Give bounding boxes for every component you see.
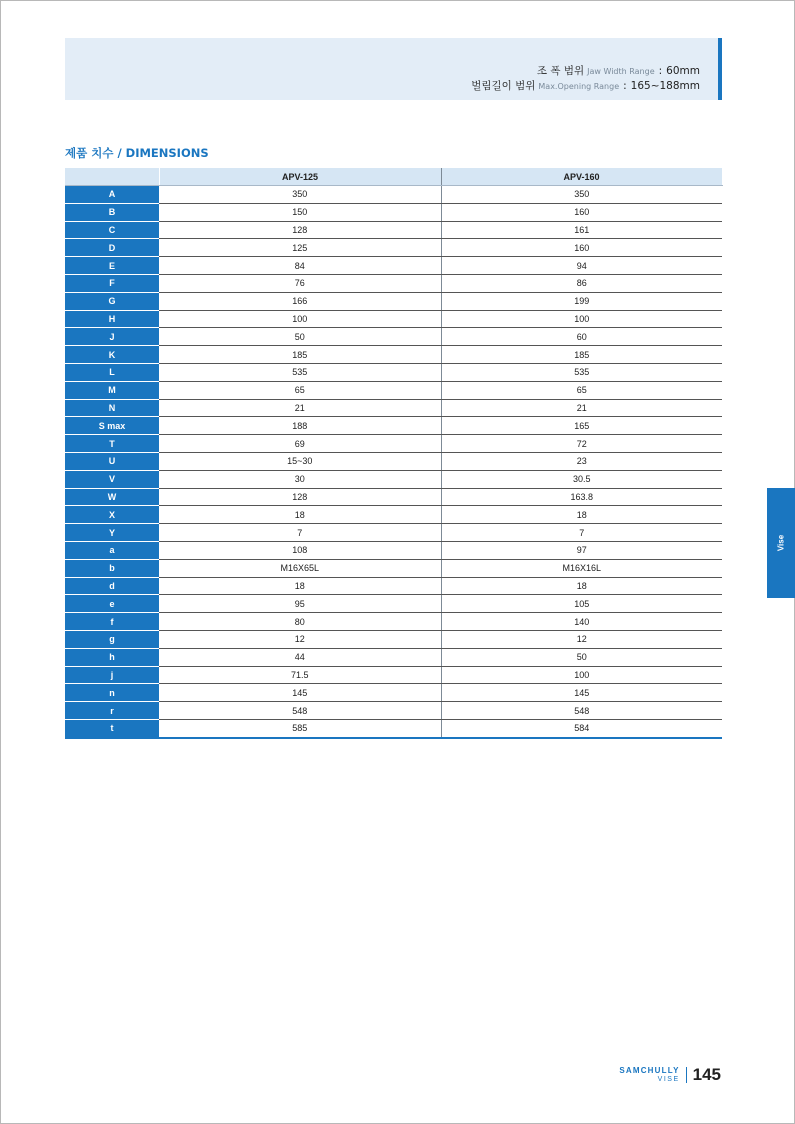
- cell-apv-125: 350: [159, 186, 441, 204]
- max-opening-label-ko: 벌림길이 범위: [471, 80, 536, 92]
- row-label: d: [65, 577, 159, 595]
- table-row: [65, 363, 722, 381]
- row-label: T: [65, 435, 159, 453]
- table-row: [65, 684, 722, 702]
- cell-apv-160: 100: [441, 310, 722, 328]
- cell-apv-125: M16X65L: [159, 559, 441, 577]
- column-header-apv-125: APV-125: [159, 168, 441, 186]
- row-label: B: [65, 203, 159, 221]
- jaw-width-label-en: Jaw Width Range: [587, 67, 655, 76]
- page-number: 145: [692, 1065, 721, 1084]
- row-label: N: [65, 399, 159, 417]
- row-label: G: [65, 292, 159, 310]
- cell-apv-125: 185: [159, 346, 441, 364]
- cell-apv-125: 128: [159, 488, 441, 506]
- table-body: [65, 186, 722, 738]
- cell-apv-160: 165: [441, 417, 722, 435]
- row-label: C: [65, 221, 159, 239]
- table-row: [65, 613, 722, 631]
- table-corner-cell: [65, 168, 159, 186]
- row-label: A: [65, 186, 159, 204]
- row-label: U: [65, 452, 159, 470]
- cell-apv-160: 60: [441, 328, 722, 346]
- cell-apv-160: 23: [441, 452, 722, 470]
- cell-apv-160: 72: [441, 435, 722, 453]
- table-row: [65, 488, 722, 506]
- max-opening-label-en: Max.Opening Range: [538, 82, 620, 91]
- row-label: M: [65, 381, 159, 399]
- cell-apv-125: 95: [159, 595, 441, 613]
- cell-apv-160: 161: [441, 221, 722, 239]
- table-row: [65, 577, 722, 595]
- page-footer: [619, 1064, 721, 1086]
- table-row: [65, 452, 722, 470]
- cell-apv-160: 584: [441, 719, 722, 737]
- table-row: [65, 310, 722, 328]
- footer-separator: [686, 1067, 687, 1083]
- max-opening-spec: [471, 78, 700, 93]
- table-row: [65, 186, 722, 204]
- row-label: e: [65, 595, 159, 613]
- table-row: [65, 346, 722, 364]
- table-row: [65, 559, 722, 577]
- cell-apv-160: 50: [441, 648, 722, 666]
- cell-apv-125: 108: [159, 541, 441, 559]
- row-label: b: [65, 559, 159, 577]
- row-label: h: [65, 648, 159, 666]
- row-label: Y: [65, 524, 159, 542]
- table-row: [65, 648, 722, 666]
- cell-apv-125: 150: [159, 203, 441, 221]
- cell-apv-160: 7: [441, 524, 722, 542]
- cell-apv-160: 65: [441, 381, 722, 399]
- jaw-width-label-ko: 조 폭 범위: [536, 65, 585, 77]
- cell-apv-160: 30.5: [441, 470, 722, 488]
- row-label: g: [65, 630, 159, 648]
- cell-apv-125: 65: [159, 381, 441, 399]
- cell-apv-125: 166: [159, 292, 441, 310]
- table-row: [65, 203, 722, 221]
- table-row: [65, 399, 722, 417]
- cell-apv-125: 15~30: [159, 452, 441, 470]
- row-label: L: [65, 363, 159, 381]
- row-label: D: [65, 239, 159, 257]
- spec-header-accent-bar: [718, 38, 722, 100]
- cell-apv-125: 50: [159, 328, 441, 346]
- cell-apv-160: 97: [441, 541, 722, 559]
- row-label: H: [65, 310, 159, 328]
- cell-apv-160: 94: [441, 257, 722, 275]
- logo-brand: SAMCHULLY: [619, 1066, 680, 1075]
- cell-apv-125: 44: [159, 648, 441, 666]
- table-row: [65, 381, 722, 399]
- row-label: J: [65, 328, 159, 346]
- cell-apv-160: 18: [441, 506, 722, 524]
- cell-apv-125: 125: [159, 239, 441, 257]
- cell-apv-160: 548: [441, 702, 722, 720]
- row-label: W: [65, 488, 159, 506]
- cell-apv-160: 105: [441, 595, 722, 613]
- side-tab-vise: [767, 488, 795, 598]
- row-label: X: [65, 506, 159, 524]
- table-row: [65, 257, 722, 275]
- cell-apv-160: 100: [441, 666, 722, 684]
- cell-apv-125: 535: [159, 363, 441, 381]
- row-label: V: [65, 470, 159, 488]
- table-row: [65, 702, 722, 720]
- cell-apv-125: 76: [159, 274, 441, 292]
- table-row: [65, 595, 722, 613]
- cell-apv-160: 18: [441, 577, 722, 595]
- cell-apv-125: 7: [159, 524, 441, 542]
- cell-apv-125: 84: [159, 257, 441, 275]
- table-row: [65, 506, 722, 524]
- logo-sub: VISE: [657, 1076, 680, 1083]
- cell-apv-160: 163.8: [441, 488, 722, 506]
- row-label: S max: [65, 417, 159, 435]
- cell-apv-125: 548: [159, 702, 441, 720]
- cell-apv-125: 585: [159, 719, 441, 737]
- cell-apv-125: 18: [159, 506, 441, 524]
- cell-apv-160: 160: [441, 203, 722, 221]
- table-row: [65, 221, 722, 239]
- table-row: [65, 435, 722, 453]
- cell-apv-160: 86: [441, 274, 722, 292]
- table-row: [65, 666, 722, 684]
- cell-apv-160: 21: [441, 399, 722, 417]
- cell-apv-125: 145: [159, 684, 441, 702]
- cell-apv-160: 160: [441, 239, 722, 257]
- table-row: [65, 719, 722, 737]
- table-row: [65, 292, 722, 310]
- cell-apv-160: 12: [441, 630, 722, 648]
- cell-apv-160: 140: [441, 613, 722, 631]
- jaw-width-value: 60mm: [666, 65, 700, 77]
- table-row: [65, 417, 722, 435]
- row-label: t: [65, 719, 159, 737]
- cell-apv-125: 128: [159, 221, 441, 239]
- row-label: E: [65, 257, 159, 275]
- table-row: [65, 630, 722, 648]
- table-row: [65, 239, 722, 257]
- max-opening-colon: :: [623, 80, 627, 92]
- table-row: [65, 470, 722, 488]
- row-label: a: [65, 541, 159, 559]
- cell-apv-125: 71.5: [159, 666, 441, 684]
- cell-apv-125: 69: [159, 435, 441, 453]
- cell-apv-160: 535: [441, 363, 722, 381]
- cell-apv-125: 21: [159, 399, 441, 417]
- cell-apv-125: 18: [159, 577, 441, 595]
- cell-apv-160: 145: [441, 684, 722, 702]
- row-label: n: [65, 684, 159, 702]
- samchully-logo: [619, 1067, 679, 1083]
- side-tab-label: Vise: [776, 534, 786, 552]
- dimensions-table: [65, 168, 723, 739]
- row-label: K: [65, 346, 159, 364]
- table-header-row: [65, 168, 722, 186]
- row-label: F: [65, 274, 159, 292]
- table-row: [65, 274, 722, 292]
- section-title: 제품 치수 / DIMENSIONS: [65, 146, 209, 160]
- cell-apv-125: 12: [159, 630, 441, 648]
- column-header-apv-160: APV-160: [441, 168, 722, 186]
- cell-apv-125: 100: [159, 310, 441, 328]
- row-label: j: [65, 666, 159, 684]
- table-row: [65, 328, 722, 346]
- table-row: [65, 524, 722, 542]
- row-label: r: [65, 702, 159, 720]
- max-opening-value: 165~188mm: [630, 80, 700, 92]
- cell-apv-160: 185: [441, 346, 722, 364]
- cell-apv-125: 80: [159, 613, 441, 631]
- cell-apv-160: 199: [441, 292, 722, 310]
- jaw-width-spec: [537, 63, 700, 78]
- table-row: [65, 541, 722, 559]
- cell-apv-125: 188: [159, 417, 441, 435]
- cell-apv-160: 350: [441, 186, 722, 204]
- cell-apv-160: M16X16L: [441, 559, 722, 577]
- cell-apv-125: 30: [159, 470, 441, 488]
- row-label: f: [65, 613, 159, 631]
- jaw-width-colon: :: [658, 65, 663, 77]
